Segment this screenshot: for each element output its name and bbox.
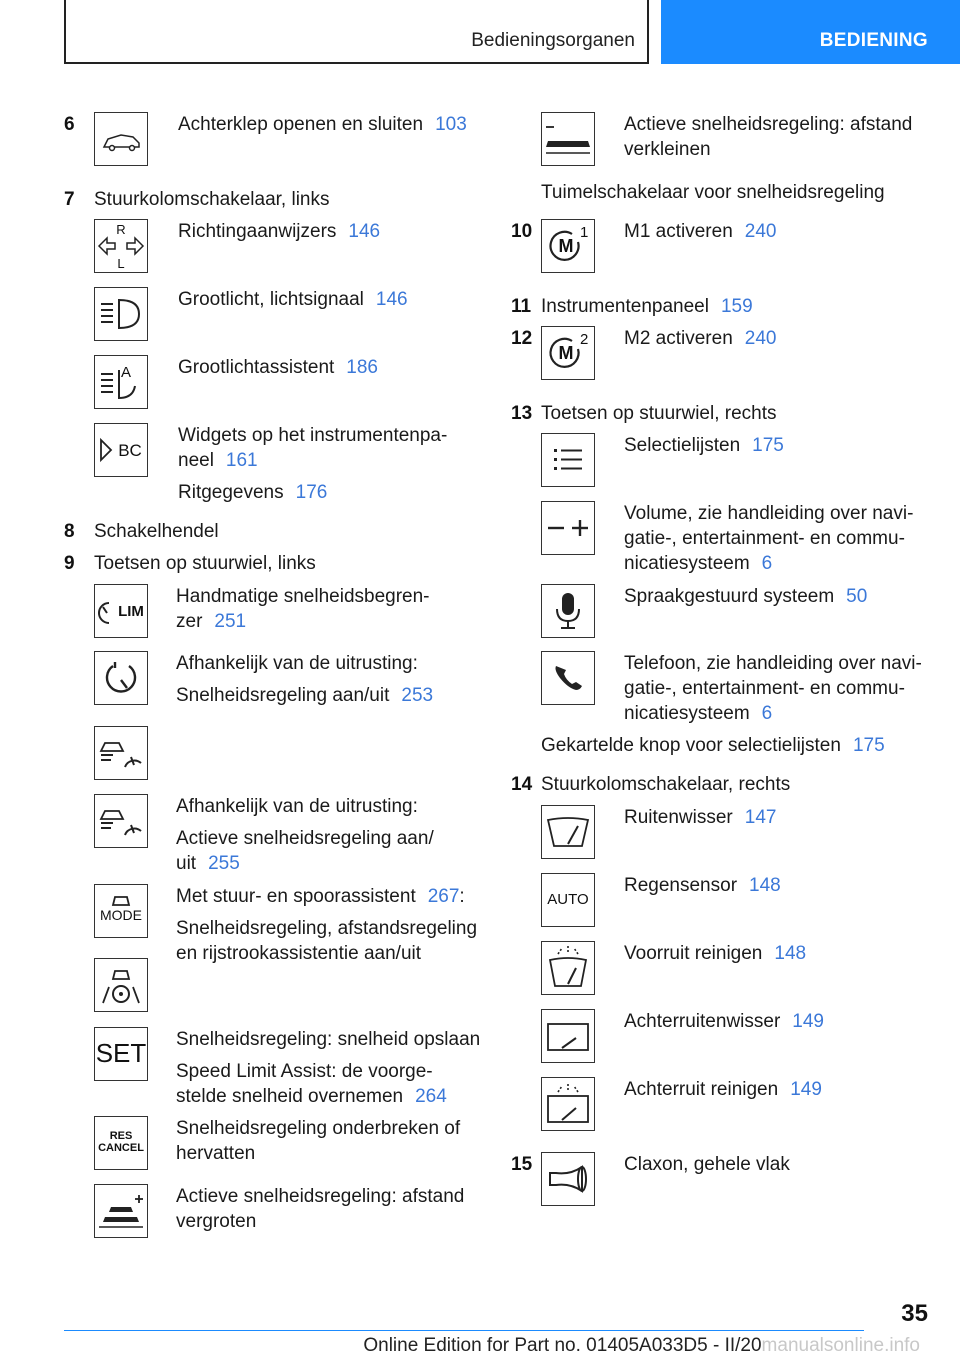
page-link[interactable]: 6 — [761, 553, 773, 574]
bc-icon — [94, 423, 148, 477]
item-text: Snelheidsregeling: snelheid opslaan — [176, 1029, 481, 1050]
active-cruise-icon — [94, 726, 148, 780]
right-label: R — [116, 222, 126, 237]
item-number: 13 — [511, 403, 533, 424]
item-text: Spraakgestuurd systeem 50 — [624, 586, 868, 607]
page-link[interactable]: 146 — [375, 289, 408, 310]
item-text: hervatten — [176, 1143, 256, 1164]
page-link[interactable]: 159 — [720, 296, 753, 317]
m-label: M — [558, 343, 574, 363]
steering-assistant-icon — [94, 958, 148, 1012]
item-text: gatie-, entertainment- en commu- — [624, 678, 905, 699]
item-text: Selectielijsten 175 — [624, 435, 784, 456]
item-text: Volume, zie handleiding over navi- — [624, 503, 914, 524]
item-heading: Tuimelschakelaar voor snelheidsregeling — [541, 182, 885, 203]
distance-decrease-icon — [541, 112, 595, 166]
cancel-label: CANCEL — [98, 1142, 144, 1154]
item-text: Regensensor 148 — [624, 875, 781, 896]
item-text: verkleinen — [624, 139, 711, 160]
distance-increase-icon — [94, 1184, 148, 1238]
turn-signal-icon — [94, 219, 148, 273]
item-text: vergroten — [176, 1211, 257, 1232]
item-text: stelde snelheid overnemen 264 — [176, 1086, 447, 1107]
item-number: 11 — [511, 296, 532, 317]
res-label: RES — [109, 1130, 133, 1142]
item-number: 12 — [511, 328, 533, 349]
page-link[interactable]: 148 — [749, 875, 781, 896]
page-link[interactable]: 147 — [744, 807, 777, 828]
item-text: Snelheidsregeling aan/uit 253 — [176, 685, 434, 706]
page-link[interactable]: 6 — [761, 703, 773, 724]
page-number: 35 — [901, 1300, 928, 1327]
page-link[interactable]: 161 — [225, 450, 258, 471]
m1-icon — [541, 219, 595, 273]
item-text: Actieve snelheidsregeling aan/ — [176, 828, 434, 849]
item-text: Snelheidsregeling, afstandsregeling — [176, 918, 478, 939]
item-text: Achterruitenwisser 149 — [624, 1011, 824, 1032]
item-heading: Toetsen op stuurwiel, links — [94, 553, 316, 574]
item-number: 7 — [64, 189, 75, 210]
page-link[interactable]: 186 — [346, 357, 378, 378]
rear-wash-icon — [541, 1077, 595, 1131]
item-text: Afhankelijk van de uitrusting: — [176, 653, 418, 674]
item-number: 8 — [64, 521, 75, 542]
item-text: Actieve snelheidsregeling: afstand — [176, 1186, 465, 1207]
item-text: Afhankelijk van de uitrusting: — [176, 796, 418, 817]
page-link[interactable]: 175 — [752, 435, 784, 456]
footer-divider — [64, 1330, 864, 1331]
item-text: Voorruit reinigen 148 — [624, 943, 807, 964]
item-text: nicatiesysteem 6 — [624, 703, 773, 724]
item-heading: Stuurkolomschakelaar, links — [94, 189, 330, 210]
phone-icon — [541, 651, 595, 705]
item-number: 15 — [511, 1154, 533, 1175]
item-text: Telefoon, zie handleiding over navi- — [624, 653, 922, 674]
item-text: Widgets op het instrumentenpa- — [178, 425, 448, 446]
item-text: neel 161 — [178, 450, 258, 471]
page-link[interactable]: 267 — [427, 886, 460, 907]
rear-wiper-icon — [541, 1009, 595, 1063]
page-link[interactable]: 251 — [214, 611, 247, 632]
item-heading: Schakelhendel — [94, 521, 219, 542]
chapter-title: Bedieningsorganen — [471, 30, 635, 51]
item-text: zer 251 — [176, 611, 247, 632]
horn-icon — [541, 1152, 595, 1206]
item-text: uit 255 — [176, 853, 240, 874]
windshield-wash-icon — [541, 941, 595, 995]
page-link[interactable]: 240 — [744, 328, 777, 349]
item-text: Grootlicht, lichtsignaal 146 — [178, 289, 408, 310]
bc-label: BC — [118, 441, 142, 460]
lim-label: LIM — [118, 603, 144, 620]
page-link[interactable]: 103 — [435, 114, 467, 135]
two-label: 2 — [580, 331, 589, 348]
page-link[interactable]: 149 — [792, 1011, 824, 1032]
one-label: 1 — [580, 224, 589, 241]
item-text: Claxon, gehele vlak — [624, 1154, 790, 1175]
page-link[interactable]: 255 — [208, 853, 240, 874]
page-link[interactable]: 149 — [790, 1079, 822, 1100]
item-text: Met stuur- en spoorassistent 267: — [176, 886, 465, 907]
footer-edition: Online Edition for Part no. 01405A033D5 - II/20manualsonline.info — [363, 1335, 920, 1356]
section-title: BEDIENING — [819, 30, 928, 51]
item-heading: Toetsen op stuurwiel, rechts — [541, 403, 777, 424]
item-heading: Gekartelde knop voor selectielijsten 175 — [541, 735, 885, 756]
item-text: M2 activeren 240 — [624, 328, 777, 349]
mode-icon — [94, 884, 148, 938]
active-cruise-icon — [94, 794, 148, 848]
item-text: M1 activeren 240 — [624, 221, 777, 242]
page-link[interactable]: 175 — [852, 735, 885, 756]
item-text: Achterruit reinigen 149 — [624, 1079, 822, 1100]
item-heading: Stuurkolomschakelaar, rechts — [541, 774, 791, 795]
volume-icon — [541, 501, 595, 555]
header-bar — [64, 0, 649, 64]
watermark: manualsonline.info — [761, 1335, 920, 1356]
auto-label: AUTO — [547, 891, 589, 908]
item-number: 9 — [64, 553, 75, 574]
set-label: SET — [95, 1038, 147, 1068]
item-text: en rijstrookassistentie aan/uit — [176, 943, 422, 964]
cruise-control-icon — [94, 651, 148, 705]
set-icon — [94, 1027, 148, 1081]
auto-icon — [541, 873, 595, 927]
left-label: L — [117, 256, 125, 271]
page-link[interactable]: 176 — [295, 482, 328, 503]
high-beam-assistant-icon — [94, 355, 148, 409]
item-text: Richtingaanwijzers 146 — [178, 221, 381, 242]
item-text: Ritgegevens 176 — [178, 482, 328, 503]
item-text: Handmatige snelheidsbegren- — [176, 586, 430, 607]
mode-label: MODE — [100, 907, 142, 923]
item-number: 10 — [511, 221, 533, 242]
page-link[interactable]: 146 — [348, 221, 381, 242]
page-link[interactable]: 253 — [401, 685, 434, 706]
item-text: Achterklep openen en sluiten 103 — [178, 114, 467, 135]
microphone-icon — [541, 584, 595, 638]
item-text: Snelheidsregeling onderbreken of — [176, 1118, 461, 1139]
item-text: Ruitenwisser 147 — [624, 807, 777, 828]
page-link[interactable]: 50 — [846, 586, 868, 607]
item-text: Actieve snelheidsregeling: afstand — [624, 114, 913, 135]
m-label: M — [558, 236, 574, 256]
item-number: 6 — [64, 114, 75, 135]
section-tab[interactable] — [661, 0, 960, 64]
item-heading: Instrumentenpaneel 159 — [541, 296, 753, 317]
page-link[interactable]: 240 — [744, 221, 777, 242]
item-text: Grootlichtassistent 186 — [178, 357, 378, 378]
m2-icon — [541, 326, 595, 380]
lim-icon — [94, 584, 148, 638]
page-link[interactable]: 264 — [415, 1086, 447, 1107]
list-icon — [541, 433, 595, 487]
auto-label: A — [121, 364, 132, 381]
item-text: Speed Limit Assist: de voorge- — [176, 1061, 433, 1082]
res-cancel-icon — [94, 1116, 148, 1170]
page-link[interactable]: 148 — [774, 943, 807, 964]
wiper-icon — [541, 805, 595, 859]
item-text: gatie-, entertainment- en commu- — [624, 528, 905, 549]
item-text: nicatiesysteem 6 — [624, 553, 773, 574]
high-beam-icon — [94, 287, 148, 341]
tailgate-icon — [94, 112, 148, 166]
item-number: 14 — [511, 774, 533, 795]
